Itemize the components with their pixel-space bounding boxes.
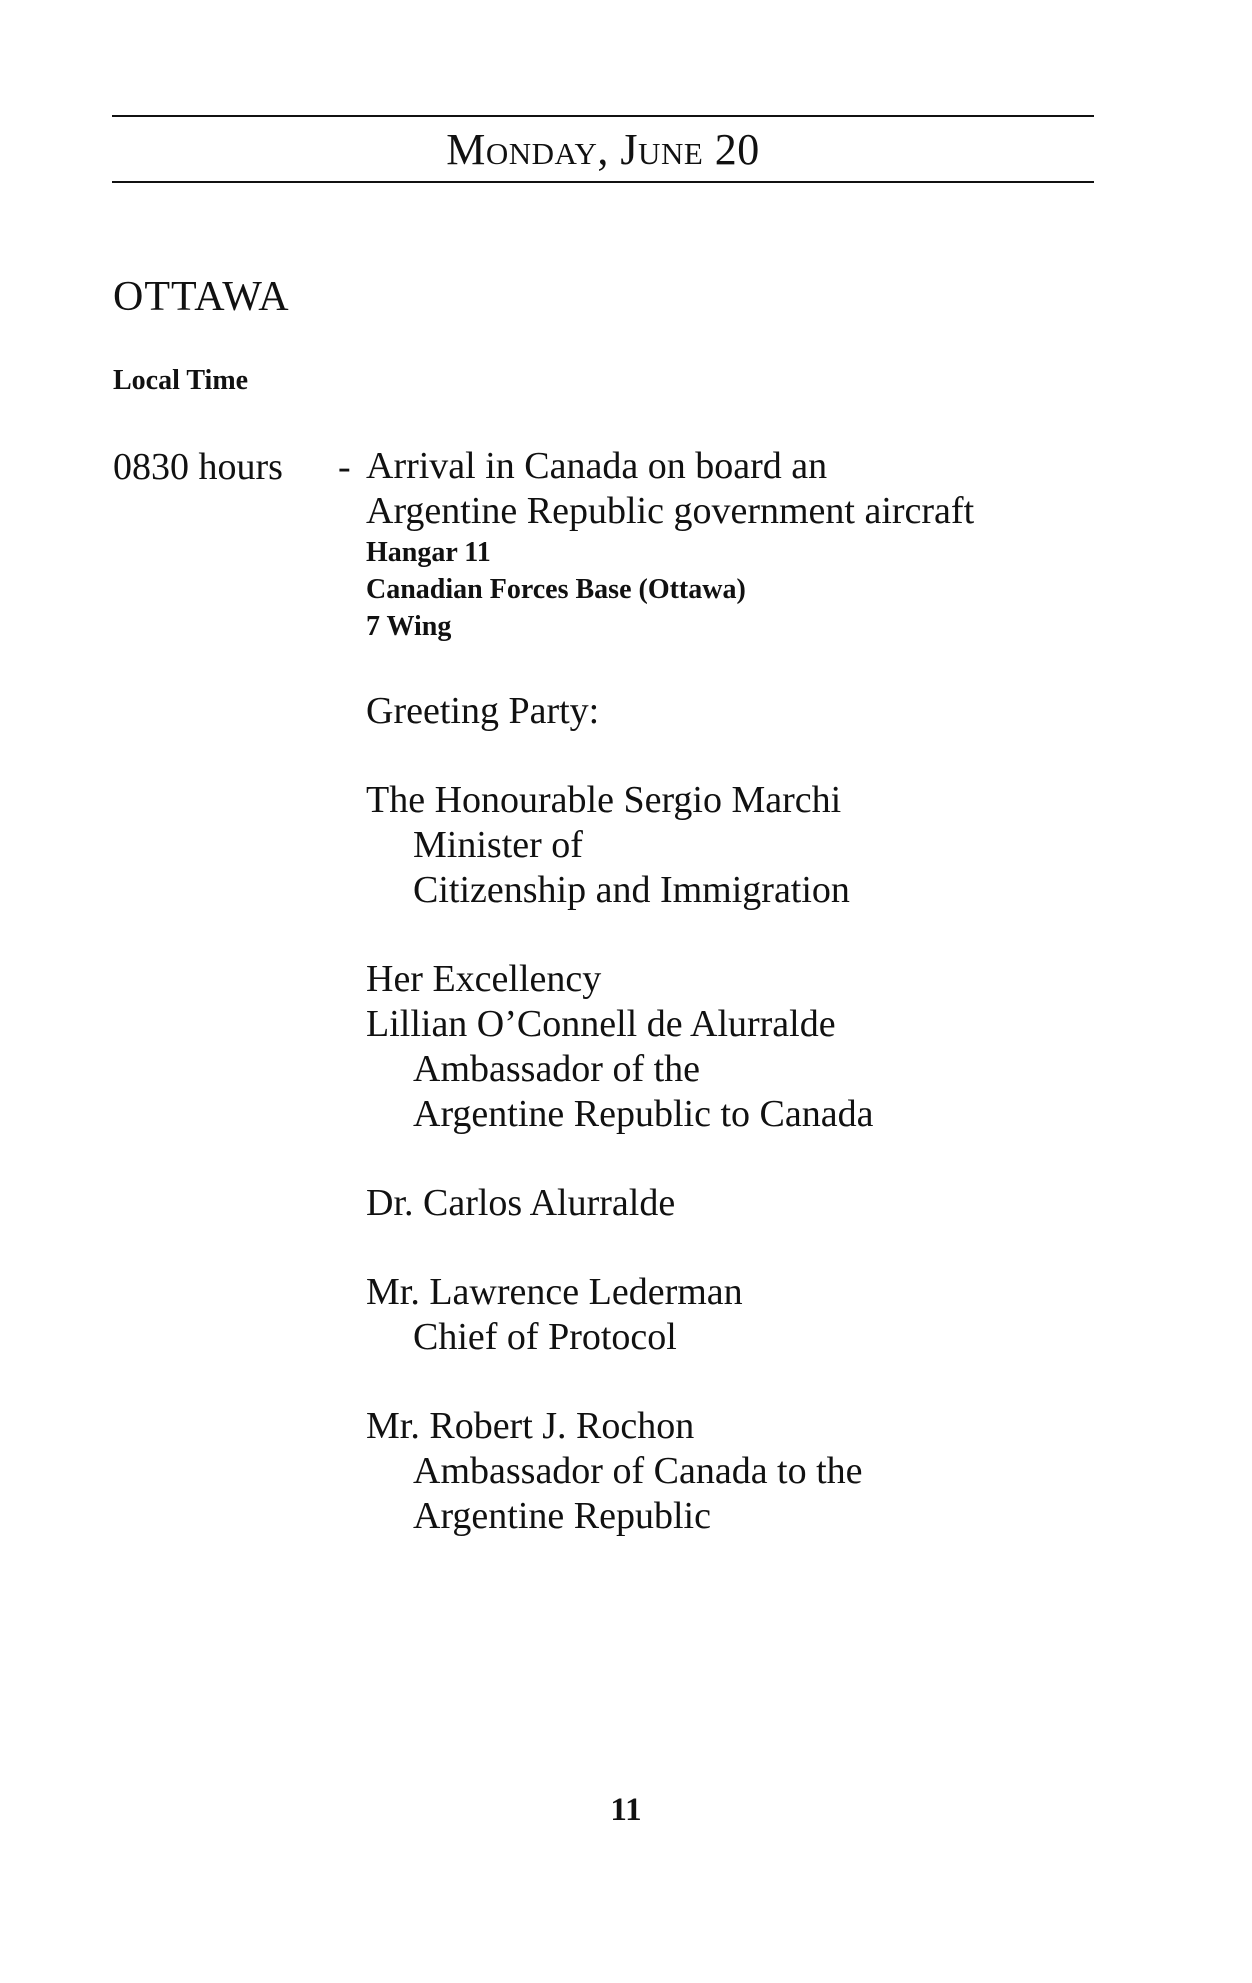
spacer xyxy=(366,913,1146,957)
event-description-line: Argentine Republic government aircraft xyxy=(366,490,975,532)
spacer xyxy=(366,1360,1146,1404)
greeter-title: Minister of xyxy=(413,824,583,866)
greeter-name: Mr. Lawrence Lederman xyxy=(366,1271,743,1313)
greeter-name: Dr. Carlos Alurralde xyxy=(366,1182,676,1224)
spacer xyxy=(366,734,1146,778)
spacer xyxy=(366,1226,1146,1270)
greeter-entry xyxy=(366,1270,1146,1360)
header-top-rule xyxy=(112,115,1094,117)
greeter-title: Argentine Republic xyxy=(413,1495,711,1537)
greeter-title: Chief of Protocol xyxy=(413,1316,677,1358)
greeter-entry xyxy=(366,957,1146,1137)
greeter-title: Citizenship and Immigration xyxy=(413,869,850,911)
event-dash: - xyxy=(338,446,351,488)
page-number: 11 xyxy=(610,1792,642,1828)
greeting-party-label: Greeting Party: xyxy=(366,690,600,732)
greeter-entry xyxy=(366,1181,1146,1226)
page-heading: Monday, June 20 xyxy=(446,125,760,174)
greeter-title: Ambassador of the xyxy=(413,1048,701,1090)
greeter-name: Her Excellency xyxy=(366,958,602,1000)
greeter-name: Mr. Robert J. Rochon xyxy=(366,1405,695,1447)
spacer xyxy=(366,1137,1146,1181)
greeter-name: Lillian O’Connell de Alurralde xyxy=(366,1003,836,1045)
venue-line: Hangar 11 xyxy=(366,537,491,568)
event-time: 0830 hours xyxy=(113,446,283,488)
venue-line: 7 Wing xyxy=(366,611,452,642)
greeter-entry xyxy=(366,1404,1146,1539)
greeter-title: Ambassador of Canada to the xyxy=(413,1450,863,1492)
greeter-entry xyxy=(366,778,1146,913)
header-bottom-rule xyxy=(112,181,1094,183)
local-time-label: Local Time xyxy=(113,365,249,396)
event-details xyxy=(366,444,1146,1539)
city-heading: OTTAWA xyxy=(113,274,290,320)
greeter-name: The Honourable Sergio Marchi xyxy=(366,779,842,821)
event-description-line: Arrival in Canada on board an xyxy=(366,445,828,487)
venue-line: Canadian Forces Base (Ottawa) xyxy=(366,574,746,605)
greeter-title: Argentine Republic to Canada xyxy=(413,1093,874,1135)
spacer xyxy=(366,645,1146,689)
